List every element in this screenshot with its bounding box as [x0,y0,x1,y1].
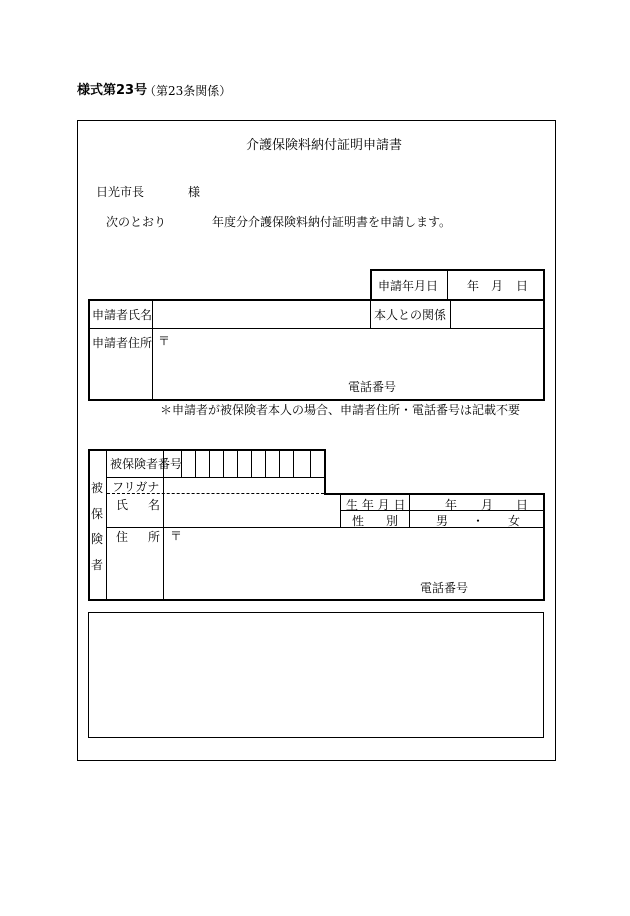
insured-postal-mark: 〒 [170,529,183,543]
insured-side-label-2: 保 [91,507,104,521]
insured-address-label-2: 所 [148,530,161,544]
gender-separator: ・ [472,514,485,528]
birth-year: 年 [445,498,458,512]
applicant-phone-label: 電話番号 [348,380,397,394]
gender-label-2: 別 [386,514,399,528]
relation-label: 本人との関係 [374,308,447,322]
insured-name-label-1: 氏 [116,498,129,512]
insured-side-label-4: 者 [91,558,104,572]
birth-day: 日 [516,498,529,512]
gender-label-1: 性 [352,514,365,528]
insured-side-label-3: 険 [91,532,104,546]
insured-name-label-2: 名 [148,498,161,512]
addressee: 日光市長 [96,185,145,199]
applicant-address-label: 申請者住所 [92,336,153,350]
insured-address-label-1: 住 [116,530,129,544]
application-date-year: 年 [467,279,480,293]
furigana-label: フリガナ [112,480,160,494]
form-number: 様式第23号 [77,83,148,98]
application-date-day: 日 [516,279,529,293]
applicant-name-label: 申請者氏名 [92,308,153,322]
birth-date-label: 生 年 月 日 [346,498,406,512]
application-date-label: 申請年月日 [378,279,439,293]
document-title: 介護保険料納付証明申請書 [246,138,403,153]
gender-female: 女 [508,514,521,528]
remarks-box [88,612,544,738]
application-date-month: 月 [491,279,504,293]
postal-mark: 〒 [158,334,171,348]
applicant-note: ＊申請者が被保険者本人の場合、申請者住所・電話番号は記載不要 [160,403,521,417]
gender-male: 男 [436,514,449,528]
request-suffix: 年度分介護保険料納付証明書を申請します。 [212,215,452,229]
insured-phone-label: 電話番号 [420,581,469,595]
birth-month: 月 [481,498,494,512]
form-article: （第23条関係） [144,84,232,98]
insured-side-label-1: 被 [91,481,104,495]
request-prefix: 次のとおり [106,215,167,229]
insured-number-label: 被保険者番号 [110,457,183,471]
honorific: 様 [188,185,201,199]
